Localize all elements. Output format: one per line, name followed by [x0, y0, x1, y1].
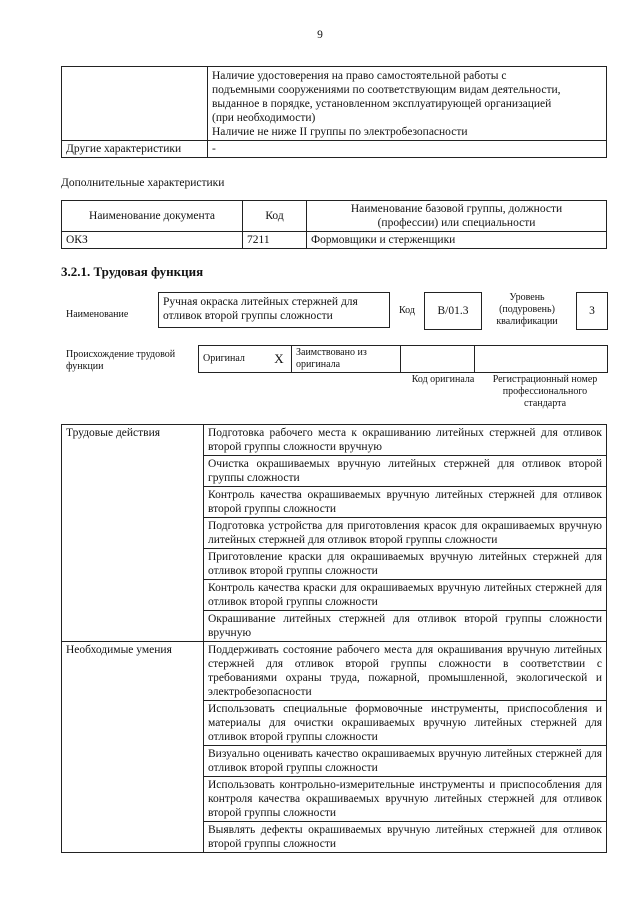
header-cell: Наименование документа: [62, 201, 243, 232]
cell: Формовщики и стерженщики: [307, 232, 607, 249]
function-name: Ручная окраска литейных стержней для отливок второй группы сложности: [158, 292, 390, 328]
action-item: Подготовка рабочего места к окрашиванию литейных стержней для отливок второй группы сложности вручную: [204, 425, 607, 456]
group-label: Необходимые умения: [62, 642, 204, 853]
table-row: [62, 141, 607, 158]
table-row: [62, 425, 607, 456]
line: Наличие удостоверения на право самостоятельной работы с: [212, 70, 507, 82]
top-table: [61, 66, 607, 158]
table-row: [62, 642, 607, 701]
reg-number-cell: [475, 346, 608, 373]
name-label: Наименование: [66, 309, 129, 320]
line: (при необходимости): [212, 112, 316, 124]
code-original-label: Код оригинала: [411, 374, 475, 385]
action-item: Очистка окрашиваемых вручную литейных стержней для отливок второй группы сложности: [204, 456, 607, 487]
top-table-value: -: [208, 141, 607, 158]
action-item: Подготовка устройства для приготовления красок для окрашиваемых вручную литейных стержней для отливок второй группы сложности: [204, 518, 607, 549]
action-item: Контроль качества краски для окрашиваемых вручную литейных стержней для отливок второй группы сложности: [204, 580, 607, 611]
skill-item: Использовать специальные формовочные инструменты, приспособления и материалы для очистки окрашиваемых вручную литейных стержней для отливок второй группы сложности: [204, 701, 607, 746]
table-row: [62, 232, 607, 249]
skill-item: Визуально оценивать качество окрашиваемых вручную литейных стержней для отливок второй группы сложности: [204, 746, 607, 777]
level-value: 3: [576, 292, 608, 330]
header-cell: Наименование базовой группы, должности (профессии) или специальности: [307, 201, 607, 232]
origin-label: Происхождение трудовой функции: [66, 349, 176, 372]
cell: 7211: [243, 232, 307, 249]
skill-item: Поддерживать состояние рабочего места для окрашивания вручную литейных стержней для отливок второй группы сложности в соответствии с требованиями охраны труда, пожарной, промышленной, экологической и электробезопасности: [204, 642, 607, 701]
reg-number-label: Регистрационный номер профессионального стандарта: [492, 374, 598, 409]
skill-item: Использовать контрольно-измерительные инструменты и приспособления для контроля качества окрашиваемых вручную литейных стержней для отливок второй группы сложности: [204, 777, 607, 822]
top-table-label: [62, 67, 208, 141]
line: подъемными сооружениями по соответствующим видам деятельности,: [212, 84, 561, 96]
line: Наличие не ниже II группы по электробезопасности: [212, 126, 468, 138]
section-title: 3.2.1. Трудовая функция: [61, 264, 204, 279]
top-table-label: Другие характеристики: [62, 141, 208, 158]
borrowed-label: Заимствовано из оригинала: [292, 346, 401, 373]
function-code: B/01.3: [424, 292, 482, 330]
original-label: Оригинал: [199, 346, 268, 373]
page-number: 9: [317, 29, 323, 41]
additional-table: [61, 200, 607, 249]
additional-heading: Дополнительные характеристики: [61, 177, 225, 189]
origin-table: [198, 345, 608, 373]
action-item: Контроль качества окрашиваемых вручную литейных стержней для отливок второй группы сложности: [204, 487, 607, 518]
header-cell: Код: [243, 201, 307, 232]
table-row: [62, 67, 607, 141]
table-row: [62, 201, 607, 232]
code-label: Код: [399, 305, 415, 316]
original-mark: X: [267, 346, 292, 373]
line: выданное в порядке, установленном эксплуатирующей организацией: [212, 98, 552, 110]
skill-item: Выявлять дефекты окрашиваемых вручную литейных стержней для отливок второй группы сложности: [204, 822, 607, 853]
action-item: Приготовление краски для окрашиваемых вручную литейных стержней для отливок второй группы сложности: [204, 549, 607, 580]
top-table-value: [208, 67, 607, 141]
cell: ОКЗ: [62, 232, 243, 249]
table-row: [199, 346, 608, 373]
action-item: Окрашивание литейных стержней для отливок второй группы сложности вручную: [204, 611, 607, 642]
level-label: Уровень (подуровень) квалификации: [496, 292, 558, 327]
code-original-cell: [401, 346, 475, 373]
group-label: Трудовые действия: [62, 425, 204, 642]
main-table: [61, 424, 607, 853]
